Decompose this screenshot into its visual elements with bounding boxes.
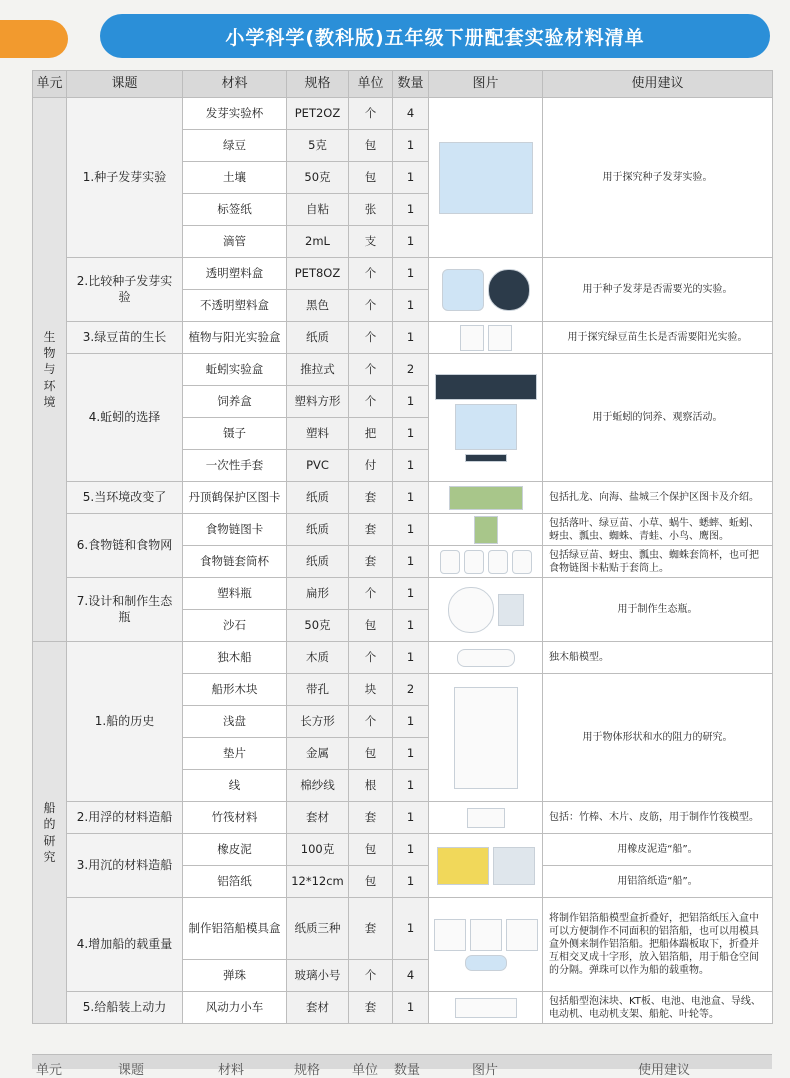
- qty-cell: 4: [393, 960, 429, 992]
- table-row: [33, 642, 773, 674]
- qty-cell: 1: [393, 706, 429, 738]
- unit-of-measure-cell: 套: [349, 514, 393, 546]
- feeding-box-image: [455, 404, 517, 450]
- canoe-image: [457, 649, 515, 667]
- spec-cell: 塑料: [287, 418, 349, 450]
- material-cell: 制作铝箔船模具盒: [183, 898, 287, 960]
- bottom-header-qty: 数量: [394, 1063, 421, 1078]
- unit-of-measure-cell: 套: [349, 482, 393, 514]
- advice-cell: 将制作铝箔船模型盒折叠好，把铝箔纸压入盒中可以方便制作不同面积的铝箔船，也可以用模具盒外侧来制作铝箔船。把船体踹板取下，折叠并互相交叉成十字形，放入铝箔船，用于船仓空间的分隔。弹珠可以作为船的载重物。: [543, 898, 773, 992]
- table-row: [33, 354, 773, 386]
- qty-cell: 1: [393, 226, 429, 258]
- marbles-image: [465, 955, 507, 971]
- unit-of-measure-cell: 个: [349, 642, 393, 674]
- qty-cell: 1: [393, 802, 429, 834]
- table-header: [33, 71, 773, 98]
- advice-cell: 包括：竹棒、木片、皮筋，用于制作竹筏模型。: [543, 802, 773, 834]
- picture-cell: [429, 354, 543, 482]
- table-row: [33, 802, 773, 834]
- picture-cell: [429, 482, 543, 514]
- unit-of-measure-cell: 个: [349, 290, 393, 322]
- picture-cell: [429, 992, 543, 1024]
- material-cell: 风动力小车: [183, 992, 287, 1024]
- qty-cell: 2: [393, 674, 429, 706]
- qty-cell: 1: [393, 386, 429, 418]
- spec-cell: 纸质: [287, 482, 349, 514]
- unit-cell: 生物与环境: [33, 98, 67, 642]
- picture-cell: [429, 578, 543, 642]
- material-cell: 食物链套筒杯: [183, 546, 287, 578]
- spec-cell: 金属: [287, 738, 349, 770]
- clay-image: [437, 847, 489, 885]
- bottom-header-picture: 图片: [472, 1063, 499, 1078]
- sun-box-image: [460, 325, 484, 351]
- material-cell: 镊子: [183, 418, 287, 450]
- materials-table: [32, 70, 773, 1024]
- advice-cell: 包括落叶、绿豆苗、小草、蜗牛、蟋蟀、蚯蚓、蚜虫、瓢虫、蜘蛛、青蛙、小鸟、鹰图。: [543, 514, 773, 546]
- qty-cell: 1: [393, 770, 429, 802]
- unit-of-measure-cell: 付: [349, 450, 393, 482]
- wind-car-image: [455, 998, 517, 1018]
- table-row: [33, 258, 773, 290]
- material-cell: 绿豆: [183, 130, 287, 162]
- tray-image: [454, 687, 518, 789]
- material-cell: 滴管: [183, 226, 287, 258]
- material-cell: 土壤: [183, 162, 287, 194]
- qty-cell: 1: [393, 866, 429, 898]
- bottom-header-topic: 课题: [118, 1063, 145, 1078]
- header-qty: 数量: [393, 71, 429, 98]
- topic-cell: 1.船的历史: [67, 642, 183, 802]
- qty-cell: 1: [393, 514, 429, 546]
- picture-cell: [429, 258, 543, 322]
- spec-cell: 12*12cm: [287, 866, 349, 898]
- bottle-image: [448, 587, 494, 633]
- material-cell: 食物链图卡: [183, 514, 287, 546]
- material-cell: 独木船: [183, 642, 287, 674]
- spec-cell: PET2OZ: [287, 98, 349, 130]
- unit-of-measure-cell: 张: [349, 194, 393, 226]
- table-row: [33, 898, 773, 960]
- material-cell: 蚯蚓实验盒: [183, 354, 287, 386]
- qty-cell: 1: [393, 738, 429, 770]
- material-cell: 饲养盒: [183, 386, 287, 418]
- unit-cell: 船的研究: [33, 642, 67, 1024]
- unit-of-measure-cell: 个: [349, 960, 393, 992]
- material-cell: 植物与阳光实验盒: [183, 322, 287, 354]
- bottom-header-unitc: 单位: [352, 1063, 379, 1078]
- qty-cell: 1: [393, 642, 429, 674]
- mold-box-image: [506, 919, 538, 951]
- spec-cell: 100克: [287, 834, 349, 866]
- unit-of-measure-cell: 个: [349, 706, 393, 738]
- picture-cell: [429, 674, 543, 802]
- spec-cell: 纸质三种: [287, 898, 349, 960]
- advice-cell: 用铝箔纸造“船”。: [543, 866, 773, 898]
- header-unit: 单元: [33, 71, 67, 98]
- table-row: [33, 514, 773, 546]
- material-cell: 不透明塑料盒: [183, 290, 287, 322]
- material-cell: 线: [183, 770, 287, 802]
- unit-of-measure-cell: 个: [349, 322, 393, 354]
- qty-cell: 1: [393, 546, 429, 578]
- table-row: [33, 322, 773, 354]
- qty-cell: 4: [393, 98, 429, 130]
- material-cell: 一次性手套: [183, 450, 287, 482]
- topic-cell: 3.用沉的材料造船: [67, 834, 183, 898]
- material-cell: 铝箔纸: [183, 866, 287, 898]
- unit-of-measure-cell: 个: [349, 258, 393, 290]
- qty-cell: 1: [393, 482, 429, 514]
- topic-cell: 1.种子发芽实验: [67, 98, 183, 258]
- unit-of-measure-cell: 包: [349, 130, 393, 162]
- advice-cell: 用于蚯蚓的饲养、观察活动。: [543, 354, 773, 482]
- topic-cell: 6.食物链和食物网: [67, 514, 183, 578]
- cup-image: [440, 550, 460, 574]
- spec-cell: 2mL: [287, 226, 349, 258]
- spec-cell: 塑料方形: [287, 386, 349, 418]
- advice-cell: 用于物体形状和水的阻力的研究。: [543, 674, 773, 802]
- material-cell: 橡皮泥: [183, 834, 287, 866]
- material-cell: 垫片: [183, 738, 287, 770]
- clear-box-image: [442, 269, 484, 311]
- spec-cell: 扁形: [287, 578, 349, 610]
- qty-cell: 1: [393, 194, 429, 226]
- spec-cell: 玻璃小号: [287, 960, 349, 992]
- advice-cell: 独木船模型。: [543, 642, 773, 674]
- advice-cell: 用于探究绿豆苗生长是否需要阳光实验。: [543, 322, 773, 354]
- topic-cell: 7.设计和制作生态瓶: [67, 578, 183, 642]
- spec-cell: 5克: [287, 130, 349, 162]
- material-cell: 弹珠: [183, 960, 287, 992]
- picture-cell: [429, 834, 543, 898]
- unit-of-measure-cell: 根: [349, 770, 393, 802]
- spec-cell: 50克: [287, 610, 349, 642]
- picture-cell: [429, 898, 543, 992]
- topic-cell: 4.增加船的载重量: [67, 898, 183, 992]
- qty-cell: 1: [393, 322, 429, 354]
- qty-cell: 1: [393, 258, 429, 290]
- material-cell: 沙石: [183, 610, 287, 642]
- food-chain-cards-image: [474, 516, 498, 544]
- topic-cell: 5.给船装上动力: [67, 992, 183, 1024]
- spec-cell: 木质: [287, 642, 349, 674]
- material-cell: 浅盘: [183, 706, 287, 738]
- unit-of-measure-cell: 个: [349, 386, 393, 418]
- topic-cell: 2.比较种子发芽实验: [67, 258, 183, 322]
- cup-image: [464, 550, 484, 574]
- topic-cell: 2.用浮的材料造船: [67, 802, 183, 834]
- header-spec: 规格: [287, 71, 349, 98]
- sun-box-image: [488, 325, 512, 351]
- cup-image: [512, 550, 532, 574]
- advice-cell: 包括扎龙、向海、盐城三个保护区图卡及介绍。: [543, 482, 773, 514]
- qty-cell: 1: [393, 418, 429, 450]
- qty-cell: 1: [393, 290, 429, 322]
- topic-cell: 4.蚯蚓的选择: [67, 354, 183, 482]
- spec-cell: 黑色: [287, 290, 349, 322]
- crane-cards-image: [449, 486, 523, 510]
- spec-cell: PET8OZ: [287, 258, 349, 290]
- spec-cell: 套材: [287, 802, 349, 834]
- page-title: 小学科学(教科版)五年级下册配套实验材料清单: [100, 14, 770, 58]
- header-advice: 使用建议: [543, 71, 773, 98]
- unit-of-measure-cell: 包: [349, 738, 393, 770]
- qty-cell: 1: [393, 450, 429, 482]
- qty-cell: 1: [393, 578, 429, 610]
- advice-cell: 用于种子发芽是否需要光的实验。: [543, 258, 773, 322]
- qty-cell: 1: [393, 130, 429, 162]
- material-cell: 发芽实验杯: [183, 98, 287, 130]
- unit-of-measure-cell: 个: [349, 578, 393, 610]
- spec-cell: 套材: [287, 992, 349, 1024]
- material-cell: 塑料瓶: [183, 578, 287, 610]
- worm-box-image: [435, 374, 537, 400]
- header-topic: 课题: [67, 71, 183, 98]
- bottom-header-material: 材料: [218, 1063, 245, 1078]
- header-picture: 图片: [429, 71, 543, 98]
- material-cell: 丹顶鹤保护区图卡: [183, 482, 287, 514]
- spec-cell: PVC: [287, 450, 349, 482]
- seed-kit-image: [439, 142, 533, 214]
- unit-of-measure-cell: 块: [349, 674, 393, 706]
- picture-cell: [429, 802, 543, 834]
- tweezers-image: [465, 454, 507, 462]
- spec-cell: 推拉式: [287, 354, 349, 386]
- material-cell: 标签纸: [183, 194, 287, 226]
- qty-cell: 1: [393, 834, 429, 866]
- black-box-image: [488, 269, 530, 311]
- spec-cell: 纸质: [287, 514, 349, 546]
- topic-cell: 3.绿豆苗的生长: [67, 322, 183, 354]
- bottom-header-unit: 单元: [36, 1063, 63, 1078]
- unit-of-measure-cell: 包: [349, 610, 393, 642]
- table-row: [33, 98, 773, 130]
- mold-box-image: [434, 919, 466, 951]
- material-cell: 竹筏材料: [183, 802, 287, 834]
- bottom-header-advice: 使用建议: [638, 1063, 691, 1078]
- material-cell: 船形木块: [183, 674, 287, 706]
- corner-tab: [0, 20, 68, 58]
- spec-cell: 自粘: [287, 194, 349, 226]
- qty-cell: 2: [393, 354, 429, 386]
- qty-cell: 1: [393, 992, 429, 1024]
- unit-of-measure-cell: 个: [349, 98, 393, 130]
- bottom-header-spec: 规格: [294, 1063, 321, 1078]
- material-cell: 透明塑料盒: [183, 258, 287, 290]
- spec-cell: 棉纱线: [287, 770, 349, 802]
- picture-cell: [429, 546, 543, 578]
- sand-image: [498, 594, 524, 626]
- table-row: [33, 482, 773, 514]
- unit-of-measure-cell: 个: [349, 354, 393, 386]
- foil-image: [493, 847, 535, 885]
- unit-of-measure-cell: 套: [349, 546, 393, 578]
- raft-image: [467, 808, 505, 828]
- unit-of-measure-cell: 包: [349, 834, 393, 866]
- spec-cell: 纸质: [287, 546, 349, 578]
- unit-of-measure-cell: 套: [349, 992, 393, 1024]
- unit-of-measure-cell: 包: [349, 866, 393, 898]
- spec-cell: 长方形: [287, 706, 349, 738]
- table-row: [33, 578, 773, 610]
- table-row: [33, 834, 773, 866]
- repeated-header-strip: [32, 1054, 772, 1078]
- unit-of-measure-cell: 把: [349, 418, 393, 450]
- spec-cell: 纸质: [287, 322, 349, 354]
- cup-image: [488, 550, 508, 574]
- unit-of-measure-cell: 套: [349, 898, 393, 960]
- table-row: [33, 992, 773, 1024]
- advice-cell: 包括绿豆苗、蚜虫、瓢虫、蜘蛛套筒杯，也可把食物链图卡粘贴于套筒上。: [543, 546, 773, 578]
- qty-cell: 1: [393, 898, 429, 960]
- qty-cell: 1: [393, 610, 429, 642]
- spec-cell: 带孔: [287, 674, 349, 706]
- mold-box-image: [470, 919, 502, 951]
- advice-cell: 包括船型泡沫块、KT板、电池、电池盒、导线、电动机、电动机支架、船舵、叶轮等。: [543, 992, 773, 1024]
- unit-of-measure-cell: 套: [349, 802, 393, 834]
- picture-cell: [429, 514, 543, 546]
- advice-cell: 用于制作生态瓶。: [543, 578, 773, 642]
- unit-of-measure-cell: 包: [349, 162, 393, 194]
- topic-cell: 5.当环境改变了: [67, 482, 183, 514]
- spec-cell: 50克: [287, 162, 349, 194]
- qty-cell: 1: [393, 162, 429, 194]
- picture-cell: [429, 642, 543, 674]
- header-material: 材料: [183, 71, 287, 98]
- advice-cell: 用于探究种子发芽实验。: [543, 98, 773, 258]
- unit-of-measure-cell: 支: [349, 226, 393, 258]
- header-unitc: 单位: [349, 71, 393, 98]
- picture-cell: [429, 98, 543, 258]
- advice-cell: 用橡皮泥造“船”。: [543, 834, 773, 866]
- picture-cell: [429, 322, 543, 354]
